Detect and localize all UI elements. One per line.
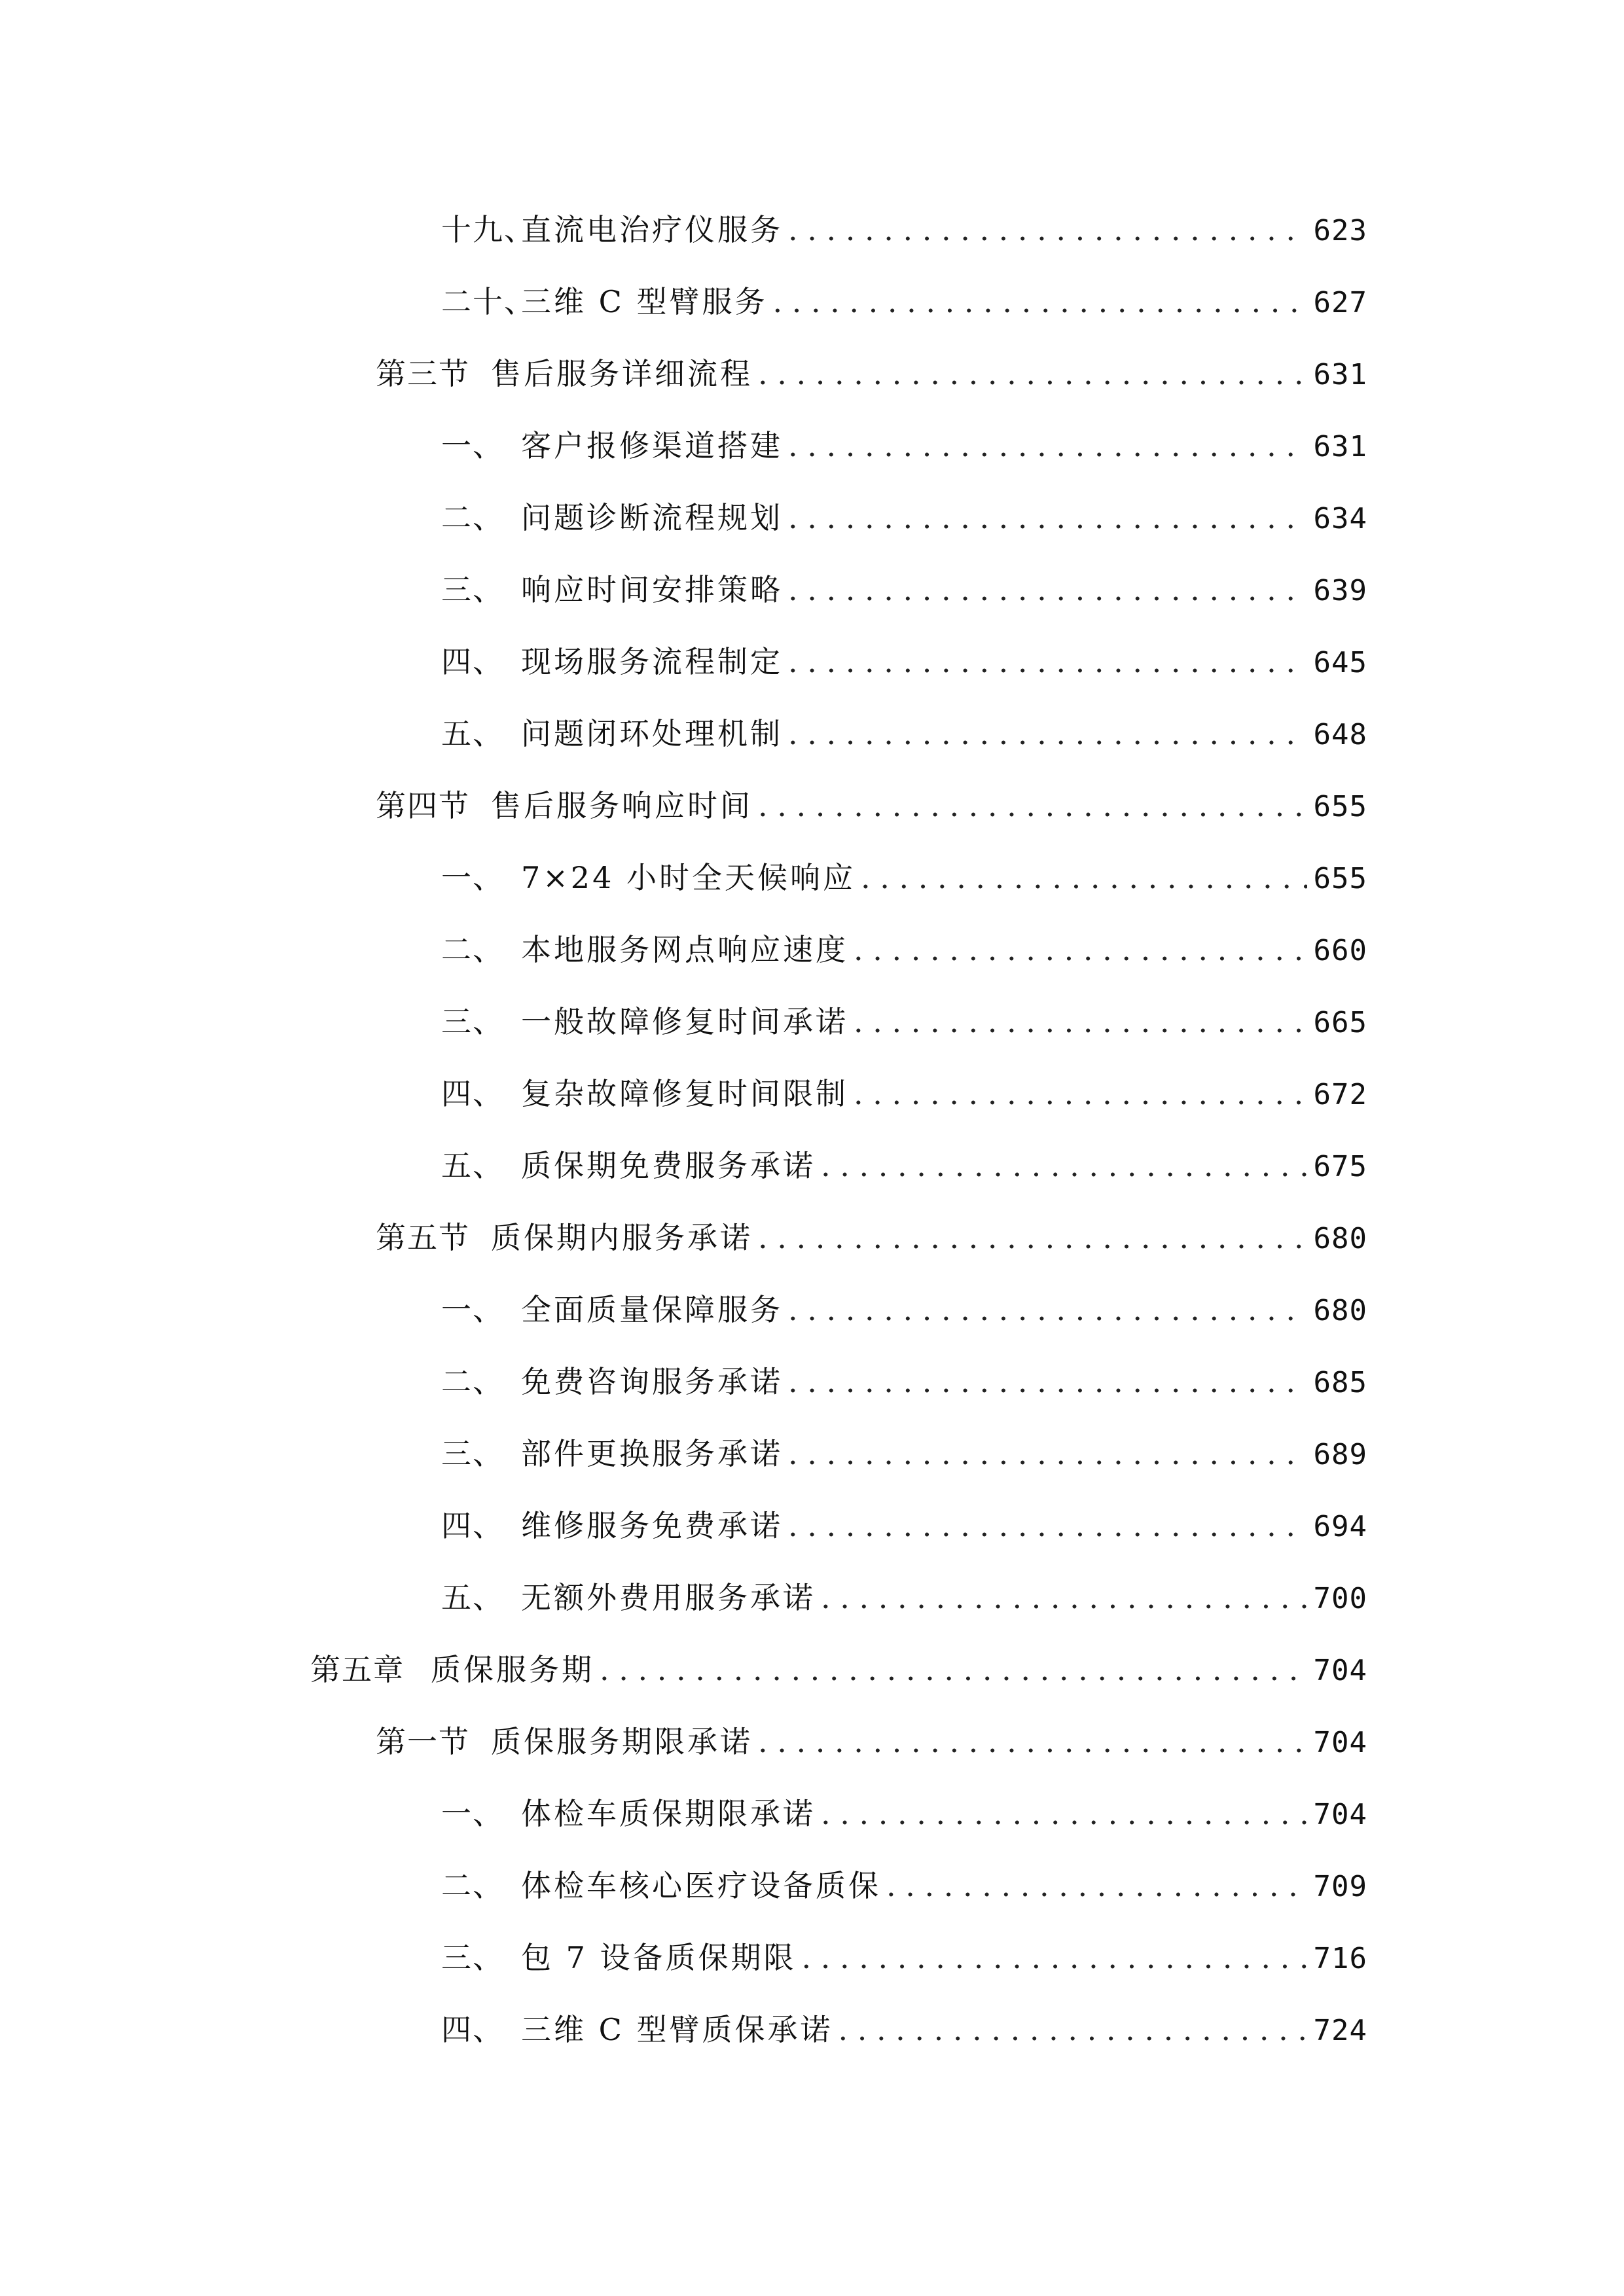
toc-page-number: 685	[1313, 1366, 1367, 1399]
toc-page-number: 648	[1313, 718, 1367, 751]
dot-leader	[838, 2007, 1307, 2053]
toc-entry-number: 十九、	[441, 212, 535, 247]
dot-leader	[821, 1791, 1307, 1837]
toc-entry-title: 体检车质保期限承诺	[521, 1796, 816, 1831]
dot-leader	[854, 999, 1307, 1045]
toc-page-number: 704	[1313, 1654, 1367, 1687]
toc-entry[interactable]	[441, 1287, 1367, 1333]
toc-entry-number: 二、	[441, 500, 504, 535]
dot-leader	[600, 1647, 1307, 1693]
toc-entry[interactable]	[441, 279, 1367, 325]
toc-entry[interactable]	[376, 1719, 1367, 1765]
toc-entry-title: 客户报修渠道搭建	[521, 428, 783, 463]
toc-section-label: 第一节	[376, 1724, 470, 1759]
dot-leader	[802, 1935, 1307, 1981]
toc-entry-title: 维修服务免费承诺	[521, 1508, 783, 1543]
dot-leader	[788, 1431, 1307, 1477]
dot-leader	[788, 207, 1307, 253]
toc-entry-number: 一、	[441, 1292, 504, 1327]
dot-leader	[788, 495, 1307, 541]
toc-entry[interactable]	[441, 423, 1367, 469]
toc-entry[interactable]	[376, 1215, 1367, 1261]
toc-entry-number: 二、	[441, 1868, 504, 1903]
dot-leader	[788, 423, 1307, 469]
toc-entry-title: 直流电治疗仪服务	[521, 212, 783, 247]
toc-entry-title: 体检车核心医疗设备质保	[521, 1868, 881, 1903]
toc-entry-number: 二十、	[441, 284, 535, 319]
toc-entry-title: 问题闭环处理机制	[521, 716, 783, 751]
toc-page-number: 631	[1313, 358, 1367, 391]
dot-leader	[788, 567, 1307, 613]
toc-page-number: 634	[1313, 502, 1367, 535]
toc-page-number: 623	[1313, 214, 1367, 247]
toc-entry[interactable]	[376, 351, 1367, 397]
toc-entry[interactable]	[441, 999, 1367, 1045]
toc-section-label: 第五节	[376, 1220, 470, 1255]
toc-entry-title: 质保期内服务承诺	[491, 1220, 753, 1255]
dot-leader	[821, 1143, 1307, 1189]
toc-entry[interactable]	[441, 1503, 1367, 1549]
toc-entry-title: 三维 C 型臂服务	[521, 284, 768, 319]
toc-page-number: 694	[1313, 1510, 1367, 1543]
toc-page-number: 672	[1313, 1078, 1367, 1111]
toc-entry-number: 三、	[441, 1940, 504, 1975]
toc-entry-title: 无额外费用服务承诺	[521, 1580, 816, 1615]
dot-leader	[758, 1719, 1307, 1765]
toc-page-number: 675	[1313, 1150, 1367, 1183]
dot-leader	[788, 1287, 1307, 1333]
toc-entry-number: 五、	[441, 1580, 504, 1615]
toc-entry-number: 四、	[441, 2012, 504, 2047]
dot-leader	[854, 1071, 1307, 1117]
toc-entry-title: 全面质量保障服务	[521, 1292, 783, 1327]
toc-page-number: 700	[1313, 1582, 1367, 1615]
toc-entry-title: 7×24 小时全天候响应	[521, 860, 856, 895]
toc-entry[interactable]	[441, 1575, 1367, 1621]
toc-entry[interactable]	[441, 2007, 1367, 2053]
toc-entry-number: 五、	[441, 716, 504, 751]
toc-entry[interactable]	[441, 495, 1367, 541]
dot-leader	[886, 1863, 1307, 1909]
toc-page-number: 655	[1313, 862, 1367, 895]
dot-leader	[861, 855, 1307, 901]
toc-entry[interactable]	[441, 855, 1367, 901]
dot-leader	[758, 1215, 1307, 1261]
toc-page-number: 639	[1313, 574, 1367, 607]
dot-leader	[788, 711, 1307, 757]
toc-entry-title: 质保期免费服务承诺	[521, 1148, 816, 1183]
toc-page-number: 716	[1313, 1942, 1367, 1975]
toc-page-number: 627	[1313, 286, 1367, 319]
toc-entry-title: 一般故障修复时间承诺	[521, 1004, 848, 1039]
toc-page-number: 645	[1313, 646, 1367, 679]
toc-entry-title: 问题诊断流程规划	[521, 500, 783, 535]
dot-leader	[788, 1359, 1307, 1405]
toc-entry-number: 一、	[441, 428, 504, 463]
toc-section-label: 第四节	[376, 788, 470, 823]
toc-entry[interactable]	[441, 1359, 1367, 1405]
toc-page-number: 660	[1313, 934, 1367, 967]
toc-entry[interactable]	[441, 1935, 1367, 1981]
toc-entry-number: 三、	[441, 1436, 504, 1471]
toc-entry-title: 部件更换服务承诺	[521, 1436, 783, 1471]
toc-entry-title: 质保服务期	[431, 1652, 594, 1687]
toc-entry[interactable]	[441, 927, 1367, 973]
toc-entry-number: 四、	[441, 1508, 504, 1543]
toc-page-number: 704	[1313, 1726, 1367, 1759]
toc-page-number: 631	[1313, 430, 1367, 463]
toc-entry-number: 一、	[441, 860, 504, 895]
dot-leader	[772, 279, 1307, 325]
toc-entry-title: 复杂故障修复时间限制	[521, 1076, 848, 1111]
toc-entry[interactable]	[441, 567, 1367, 613]
dot-leader	[788, 1503, 1307, 1549]
toc-chapter-label: 第五章	[310, 1652, 405, 1687]
toc-entry[interactable]	[310, 1647, 1367, 1693]
toc-entry-title: 本地服务网点响应速度	[521, 932, 848, 967]
toc-entry-title: 响应时间安排策略	[521, 572, 783, 607]
toc-entry[interactable]	[441, 1071, 1367, 1117]
toc-entry-title: 包 7 设备质保期限	[521, 1940, 797, 1975]
dot-leader	[758, 783, 1307, 829]
dot-leader	[854, 927, 1307, 973]
dot-leader	[758, 351, 1307, 397]
toc-entry-number: 五、	[441, 1148, 504, 1183]
toc-entry-number: 三、	[441, 1004, 504, 1039]
toc-entry[interactable]	[441, 1791, 1367, 1837]
toc-page-number: 689	[1313, 1438, 1367, 1471]
toc-entry-number: 二、	[441, 1364, 504, 1399]
toc-entry-title: 三维 C 型臂质保承诺	[521, 2012, 833, 2047]
toc-entry[interactable]	[441, 1143, 1367, 1189]
toc-page-number: 655	[1313, 790, 1367, 823]
dot-leader	[788, 639, 1307, 685]
toc-section-label: 第三节	[376, 356, 470, 391]
toc-entry-number: 一、	[441, 1796, 504, 1831]
toc-entry[interactable]	[441, 207, 1367, 253]
toc-entry-number: 二、	[441, 932, 504, 967]
toc-page-number: 665	[1313, 1006, 1367, 1039]
toc-entry-number: 三、	[441, 572, 504, 607]
toc-entry[interactable]	[441, 1863, 1367, 1909]
toc-page-number: 724	[1313, 2014, 1367, 2047]
toc-entry[interactable]	[376, 783, 1367, 829]
dot-leader	[821, 1575, 1307, 1621]
toc-entry-number: 四、	[441, 644, 504, 679]
toc-entry[interactable]	[441, 711, 1367, 757]
toc-entry-title: 免费咨询服务承诺	[521, 1364, 783, 1399]
toc-page-number: 709	[1313, 1870, 1367, 1903]
toc-entry[interactable]	[441, 639, 1367, 685]
toc-page-number: 680	[1313, 1294, 1367, 1327]
toc-entry-title: 质保服务期限承诺	[491, 1724, 753, 1759]
toc-entry-title: 售后服务详细流程	[491, 356, 753, 391]
toc-entry[interactable]	[441, 1431, 1367, 1477]
toc-page-number: 704	[1313, 1798, 1367, 1831]
toc-entry-number: 四、	[441, 1076, 504, 1111]
toc-page-number: 680	[1313, 1222, 1367, 1255]
toc-entry-title: 售后服务响应时间	[491, 788, 753, 823]
toc-entry-title: 现场服务流程制定	[521, 644, 783, 679]
